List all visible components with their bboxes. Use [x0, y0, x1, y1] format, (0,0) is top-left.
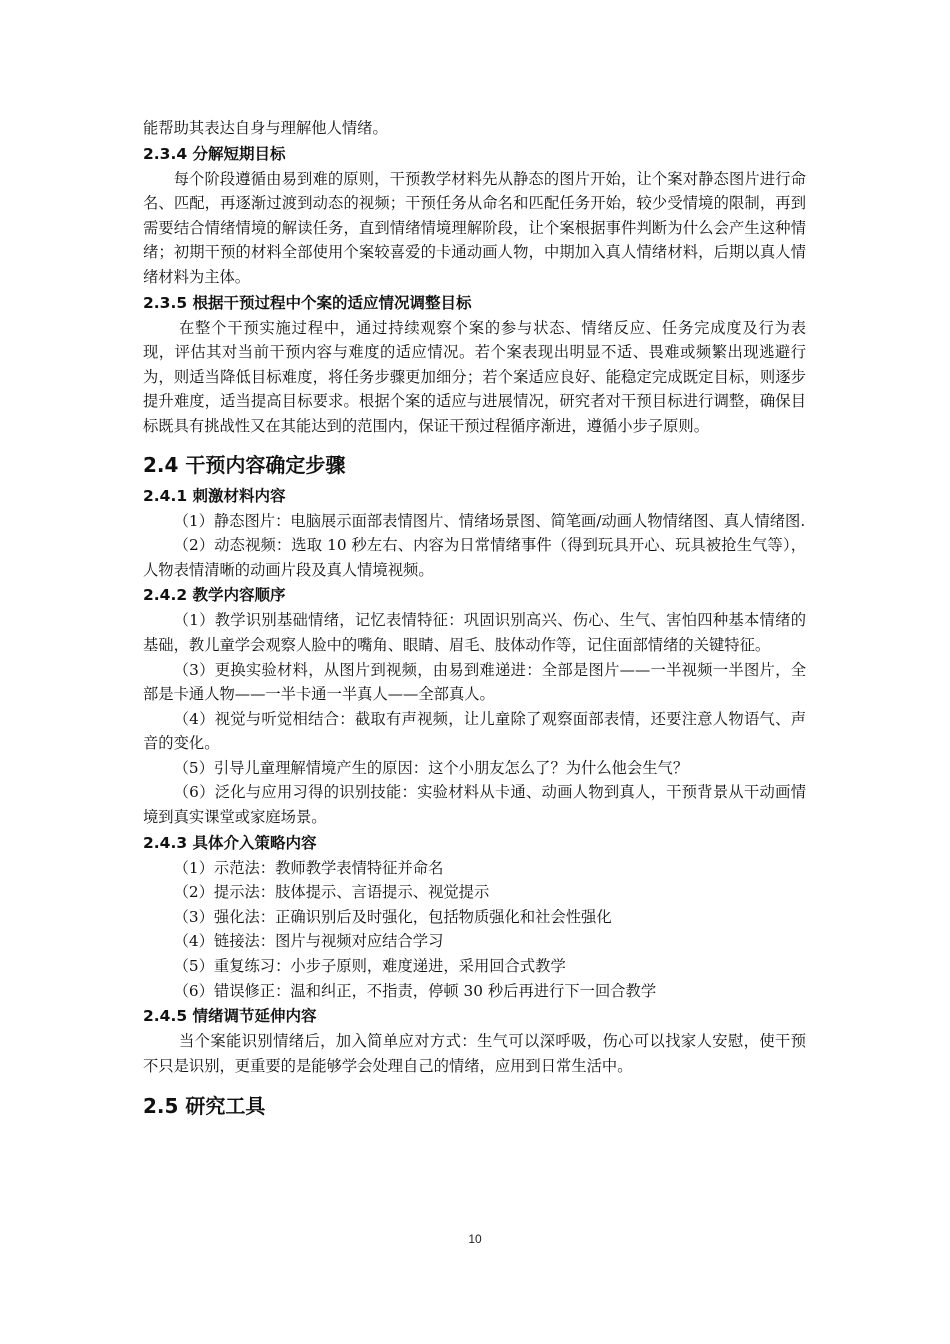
heading-2-4-2: 2.4.2 教学内容顺序 — [143, 586, 286, 605]
paragraph-2-4-2-e: （6）泛化与应用习得的识别技能：实验材料从卡通、动画人物到真人，干预背景从干动画情境到真实课堂或家庭场景。 — [143, 783, 806, 827]
list-item: （1）示范法：教师教学表情特征并命名 — [173, 858, 444, 877]
heading-2-4: 2.4 干预内容确定步骤 — [143, 452, 346, 477]
paragraph-continuation: 能帮助其表达自身与理解他人情绪。 — [143, 119, 388, 137]
heading-2-3-5: 2.3.5 根据干预过程中个案的适应情况调整目标 — [143, 293, 472, 312]
paragraph-2-4-2-a: （1）教学识别基础情绪，记忆表情特征：巩固识别高兴、伤心、生气、害怕四种基本情绪的基础，教儿童学会观察人脸中的嘴角、眼睛、眉毛、肢体动作等，记住面部情绪的关键特征。 — [143, 611, 806, 654]
paragraph-2-4-5: 当个案能识别情绪后，加入简单应对方式：生气可以深呼吸，伤心可以找家人安慰，使干预不只是识别，更重要的是能够学会处理自己的情绪，应用到日常生活中。 — [143, 1032, 806, 1075]
heading-2-4-1: 2.4.1 刺激材料内容 — [143, 486, 286, 505]
paragraph-2-4-2-b: （3）更换实验材料，从图片到视频，由易到难递进：全部是图片——一半视频一半图片，全部是卡通人物——一半卡通一半真人——全部真人。 — [143, 660, 806, 704]
paragraph-2-3-5: 在整个干预实施过程中，通过持续观察个案的参与状态、情绪反应、任务完成度及行为表现，评估其对当前干预内容与难度的适应情况。若个案表现出明显不适、畏难或频繁出现逃避行为，则适当降低目标难度，将任务步骤更加细分；若个案适应良好、能稳定完成既定目标，则逐步提升难度，适当提高目标要求。根据个案的适应与进展情况，研究者对干预目标进行调整，确保目标既具有挑战性又在其能达到的范围内，保证干预过程循序渐进，遵循小步子原则。 — [143, 318, 806, 435]
list-item: （5）重复练习：小步子原则，难度递进，采用回合式教学 — [173, 957, 566, 976]
paragraph-2-4-1-a: （1）静态图片：电脑展示面部表情图片、情绪场景图、简笔画/动画人物情绪图、真人情绪图. — [173, 511, 806, 530]
heading-2-4-3: 2.4.3 具体介入策略内容 — [143, 833, 317, 852]
paragraph-2-4-2-d: （5）引导儿童理解情境产生的原因：这个小朋友怎么了？为什么他会生气？ — [173, 758, 689, 777]
list-item: （6）错误修正：温和纠正，不指责，停顿 30 秒后再进行下一回合教学 — [173, 981, 657, 1000]
page-content — [143, 116, 806, 1120]
paragraph-2-4-1-b: （2）动态视频：选取 10 秒左右、内容为日常情绪事件（得到玩具开心、玩具被抢生气等），人物表情清晰的动画片段及真人情境视频。 — [143, 536, 806, 579]
heading-2-5: 2.5 研究工具 — [143, 1094, 266, 1119]
list-item: （2）提示法：肢体提示、言语提示、视觉提示 — [173, 883, 490, 902]
paragraph-2-3-4: 每个阶段遵循由易到难的原则，干预教学材料先从静态的图片开始，让个案对静态图片进行命名、匹配，再逐渐过渡到动态的视频；干预任务从命名和匹配任务开始，较少受情境的限制，再到需要结合情绪情境的解读任务，直到情绪情境理解阶段，让个案根据事件判断为什么会产生这种情绪；初期干预的材料全部使用个案较喜爱的卡通动画人物，中期加入真人情绪材料，后期以真人情绪材料为主体。 — [143, 169, 806, 286]
heading-2-3-4: 2.3.4 分解短期目标 — [143, 144, 286, 163]
list-item: （4）链接法：图片与视频对应结合学习 — [173, 932, 444, 951]
paragraph-2-4-2-c: （4）视觉与听觉相结合：截取有声视频，让儿童除了观察面部表情，还要注意人物语气、声音的变化。 — [143, 709, 806, 753]
list-item: （3）强化法：正确识别后及时强化，包括物质强化和社会性强化 — [173, 907, 612, 926]
page-number: 10 — [468, 1232, 482, 1246]
heading-2-4-5: 2.4.5 情绪调节延伸内容 — [143, 1007, 317, 1026]
